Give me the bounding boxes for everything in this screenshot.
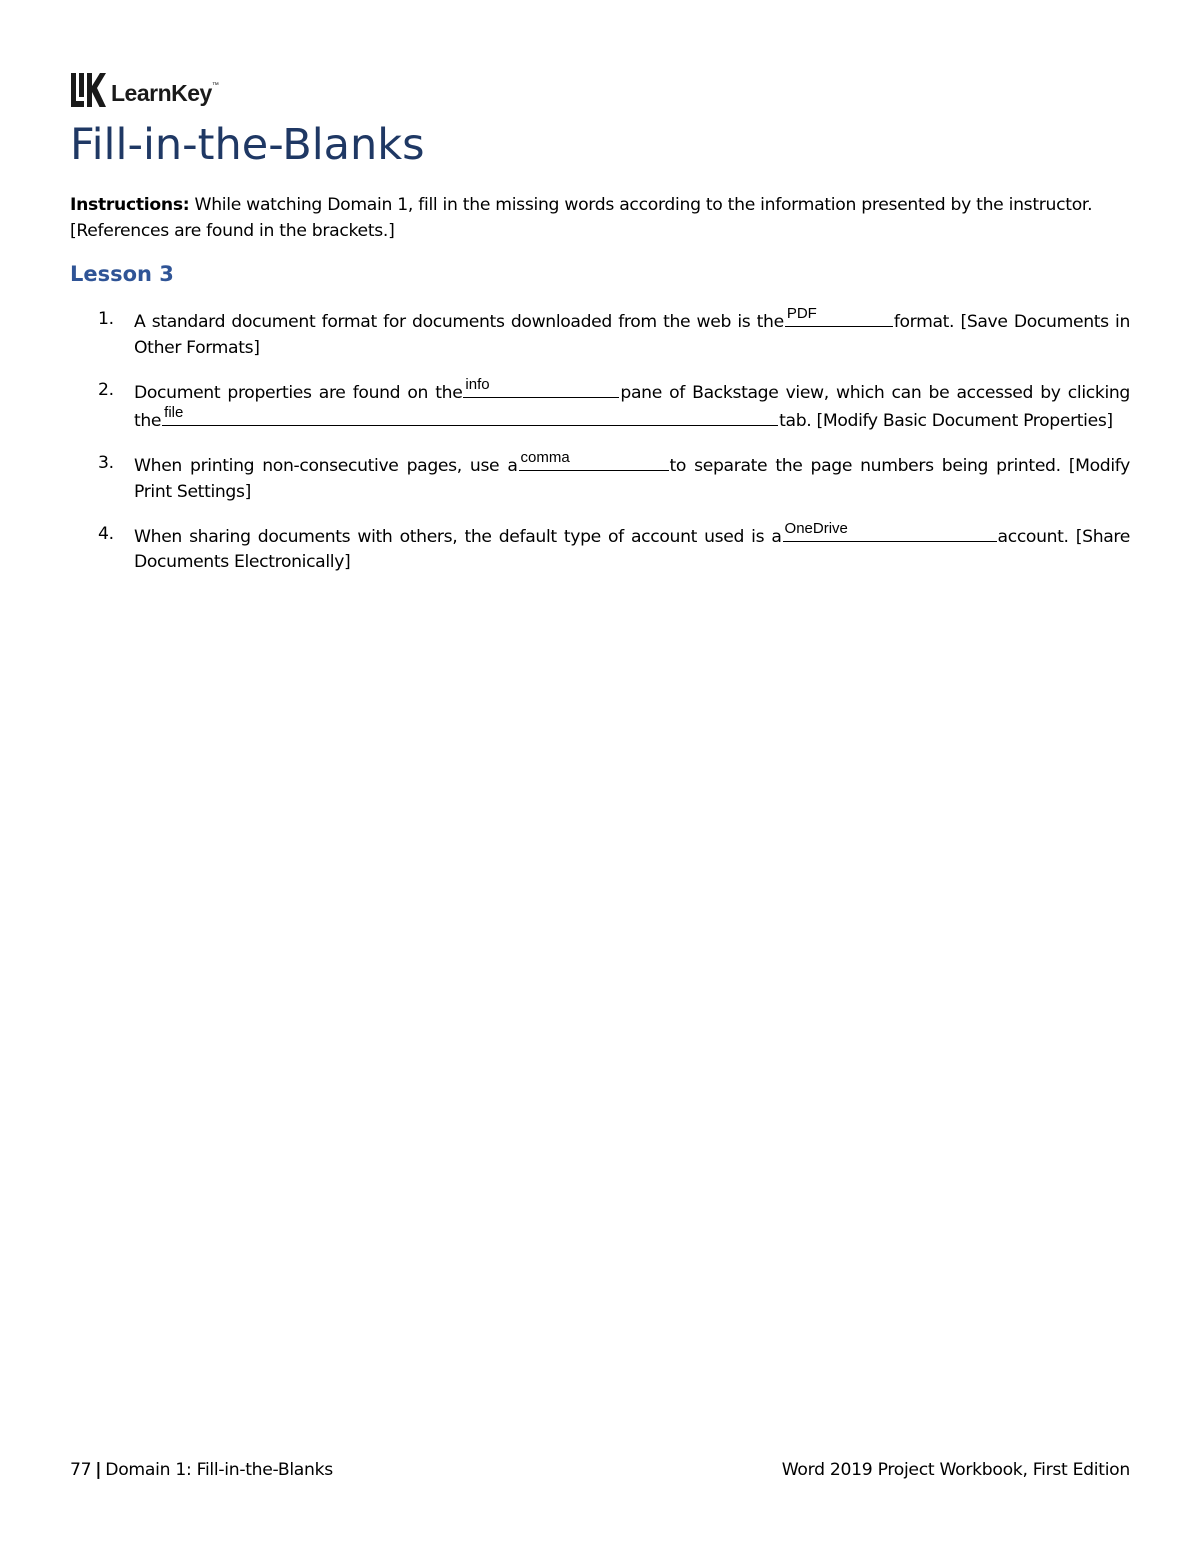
question-3 — [70, 451, 1130, 505]
question-1 — [70, 307, 1130, 361]
footer-section: Domain 1: Fill-in-the-Blanks — [105, 1460, 333, 1480]
page-number: 77 — [70, 1460, 92, 1480]
question-text: pane of Backstage view, which can be accessed by clicking the — [134, 382, 1130, 431]
learnkey-lk-logo-icon — [70, 73, 106, 107]
question-list — [70, 307, 1130, 592]
question-text: format. [Save Documents in Other Formats] — [134, 312, 1130, 358]
answer-text: file — [164, 404, 184, 421]
question-text: to separate the page numbers being printed. [Modify Print Settings] — [134, 456, 1130, 502]
brand-name: LearnKey™ — [111, 79, 219, 106]
learnkey-logo — [70, 72, 218, 108]
footer-left — [70, 1460, 333, 1480]
answer-text: comma — [520, 449, 570, 466]
instructions-label: Instructions: — [70, 195, 190, 215]
question-number: 1. — [98, 309, 114, 329]
lesson-heading: Lesson 3 — [70, 262, 174, 286]
question-text: account. [Share Documents Electronically] — [134, 526, 1130, 572]
question-text: When sharing documents with others, the default type of account used is a — [134, 526, 782, 547]
answer-text: OneDrive — [784, 519, 848, 537]
answer-blank-4[interactable] — [783, 519, 997, 542]
footer-separator: | — [95, 1460, 102, 1480]
page-footer — [70, 1460, 1130, 1480]
question-number: 3. — [98, 453, 114, 473]
page-title: Fill-in-the-Blanks — [70, 120, 425, 170]
question-text: When printing non-consecutive pages, use a — [134, 456, 518, 476]
answer-text: PDF — [786, 305, 817, 322]
question-2 — [70, 375, 1130, 435]
question-number: 4. — [98, 523, 114, 544]
answer-blank-1[interactable] — [785, 307, 893, 327]
question-4 — [70, 519, 1130, 576]
question-text: Document properties are found on the — [134, 382, 463, 403]
question-number: 2. — [98, 379, 114, 400]
footer-book-title: Word 2019 Project Workbook, First Edition — [781, 1460, 1130, 1480]
answer-blank-2a[interactable] — [463, 375, 619, 398]
instructions — [70, 192, 1140, 244]
answer-text: info — [465, 375, 490, 393]
answer-blank-3[interactable] — [519, 451, 669, 471]
instructions-text: While watching Domain 1, fill in the missing words according to the information presented by the instructor. [References are found in the brackets.] — [70, 195, 1093, 241]
question-text: tab. [Modify Basic Document Properties] — [779, 411, 1113, 431]
question-text: A standard document format for documents downloaded from the web is the — [134, 312, 784, 332]
answer-blank-2b[interactable] — [162, 406, 778, 426]
